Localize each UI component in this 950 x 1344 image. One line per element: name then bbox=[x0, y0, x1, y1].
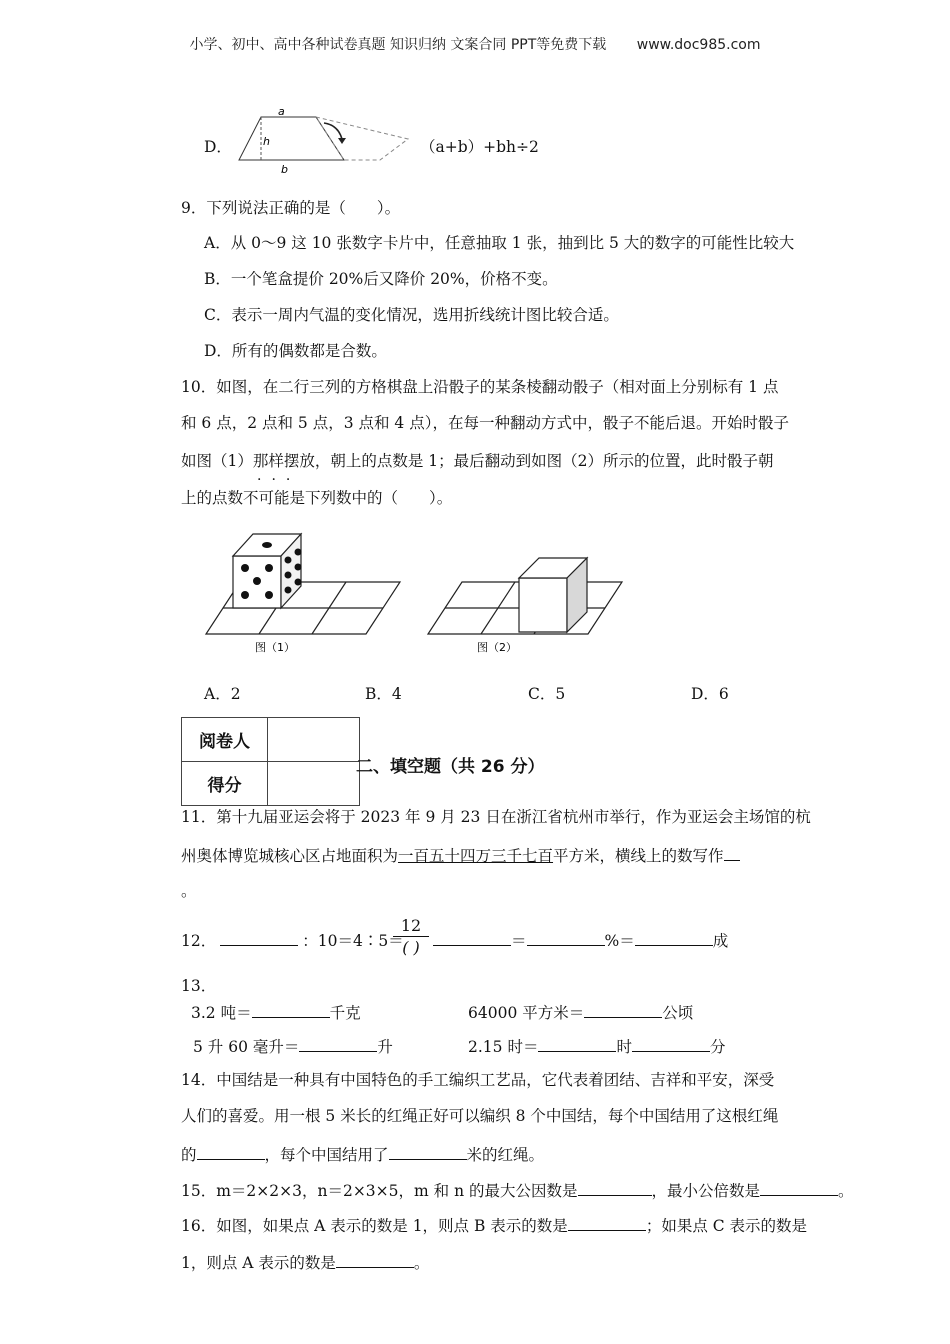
grader-label: 阅卷人 bbox=[182, 718, 268, 762]
q14-blank-2[interactable] bbox=[389, 1143, 467, 1160]
q15-post: 。 bbox=[838, 1182, 854, 1200]
q16-line1-pre: 16．如图，如果点 A 表示的数是 1，则点 B 表示的数是 bbox=[181, 1217, 568, 1235]
q10-line4: 上的点数不可能是下列数中的（ ）。 bbox=[181, 489, 453, 507]
dice-figure-2 bbox=[422, 550, 632, 662]
fig-label-a: a bbox=[278, 105, 285, 118]
q11-underlined-number: 一百五十四万三千七百 bbox=[398, 847, 554, 865]
q9-option-b: B．一个笔盒提价 20%后又降价 20%，价格不变。 bbox=[204, 270, 558, 288]
q10-option-a: A．2 bbox=[204, 685, 241, 703]
q13-blank-d1[interactable] bbox=[538, 1035, 616, 1052]
section-title: 二、填空题（共 26 分） bbox=[356, 757, 545, 777]
q9-option-c: C．表示一周内气温的变化情况，选用折线统计图比较合适。 bbox=[204, 306, 619, 324]
q14-line2: 人们的喜爱。用一根 5 米长的红绳正好可以编织 8 个中国结，每个中国结用了这根红绳 bbox=[181, 1107, 779, 1125]
q12-fraction bbox=[393, 916, 429, 959]
q12-line-left bbox=[181, 929, 404, 951]
q12-frac-den: ( ) bbox=[402, 938, 420, 957]
q13-a-pre: 3.2 吨＝ bbox=[191, 1004, 252, 1022]
q15-mid: ，最小公倍数是 bbox=[651, 1182, 761, 1200]
q12-blank-1[interactable] bbox=[220, 929, 298, 946]
q14-line3-pre: 的 bbox=[181, 1146, 197, 1164]
q13-b-pre: 64000 平方米＝ bbox=[468, 1004, 585, 1022]
q13-blank-c[interactable] bbox=[299, 1035, 377, 1052]
q15-line bbox=[181, 1179, 854, 1201]
q10-option-d: D．6 bbox=[691, 685, 729, 703]
q13-num: 13． bbox=[181, 977, 217, 995]
q16-line2-pre: 1，则点 A 表示的数是 bbox=[181, 1254, 336, 1272]
q10-option-c: C．5 bbox=[528, 685, 566, 703]
q13-b bbox=[468, 1001, 693, 1023]
page-header bbox=[0, 34, 950, 54]
q12-blank-3[interactable] bbox=[527, 929, 605, 946]
q11-line2 bbox=[181, 844, 740, 866]
q11-line2-pre: 州奥体博览城核心区占地面积为 bbox=[181, 847, 399, 865]
q11-line1: 11．第十九届亚运会将于 2023 年 9 月 23 日在浙江省杭州市举行，作为亚运会主场馆的杭 bbox=[181, 808, 811, 826]
q9-option-a: A．从 0～9 这 10 张数字卡片中，任意抽取 1 张，抽到比 5 大的数字的可能性比较大 bbox=[204, 234, 795, 252]
q16-line1 bbox=[181, 1214, 807, 1236]
score-label: 得分 bbox=[182, 762, 268, 806]
q10-line1: 10．如图，在二行三列的方格棋盘上沿骰子的某条棱翻动骰子（相对面上分别标有 1 点 bbox=[181, 378, 779, 396]
q12-blank-4[interactable] bbox=[635, 929, 713, 946]
q8-formula: （a+b）+bh÷2 bbox=[420, 138, 539, 156]
q14-line1: 14．中国结是一种具有中国特色的手工编织工艺品，它代表着团结、吉祥和平安，深受 bbox=[181, 1071, 775, 1089]
q14-blank-1[interactable] bbox=[197, 1143, 265, 1160]
score-table bbox=[181, 717, 360, 806]
q16-blank-1[interactable] bbox=[568, 1214, 646, 1231]
q11-blank[interactable] bbox=[724, 844, 740, 861]
q10-option-b: B．4 bbox=[365, 685, 402, 703]
q13-c bbox=[193, 1035, 393, 1057]
q9-option-d: D．所有的偶数都是合数。 bbox=[204, 342, 387, 360]
q11-line3: 。 bbox=[181, 882, 197, 900]
q13-a bbox=[191, 1001, 361, 1023]
q14-line3-post: 米的红绳。 bbox=[466, 1146, 545, 1164]
q15-blank-gcd[interactable] bbox=[578, 1179, 652, 1196]
q12-eq: ＝ bbox=[511, 932, 527, 950]
q16-blank-2[interactable] bbox=[336, 1251, 414, 1268]
q10-line2: 和 6 点，2 点和 5 点，3 点和 4 点），在每一种翻动方式中，骰子不能后退。开始时骰子 bbox=[181, 414, 789, 432]
grader-cell bbox=[268, 718, 360, 762]
fig2-caption: 图（2） bbox=[477, 641, 517, 654]
q8-option-d-label: D． bbox=[204, 138, 232, 156]
q13-c-post: 升 bbox=[377, 1038, 393, 1056]
header-text: 小学、初中、高中各种试卷真题 知识归纳 文案合同 PPT等免费下载 bbox=[189, 37, 607, 53]
parallelogram-figure bbox=[234, 105, 414, 177]
q9-stem: 9．下列说法正确的是（ ）。 bbox=[181, 199, 401, 217]
q13-blank-a[interactable] bbox=[252, 1001, 330, 1018]
q16-line2-post: 。 bbox=[413, 1254, 430, 1272]
q12-cheng: 成 bbox=[712, 932, 729, 950]
q12-frac-num: 12 bbox=[393, 916, 429, 937]
q15-blank-lcm[interactable] bbox=[760, 1179, 838, 1196]
q14-line3 bbox=[181, 1143, 544, 1165]
q12-num: 12． bbox=[181, 932, 217, 950]
q13-a-post: 千克 bbox=[329, 1004, 361, 1022]
q11-line2-post: 平方米，横线上的数写作 bbox=[553, 847, 724, 865]
q10-line3: 如图（1）那样摆放，朝上的点数是 1；最后翻动到如图（2）所示的位置，此时骰子朝 bbox=[181, 452, 774, 470]
q12-part1: ：10＝4∶5＝ bbox=[302, 932, 404, 950]
q16-line1-post: ；如果点 C 表示的数是 bbox=[645, 1217, 808, 1235]
fig-label-b: b bbox=[281, 163, 288, 176]
score-cell bbox=[268, 762, 360, 806]
q13-d-post: 分 bbox=[709, 1038, 726, 1056]
q13-d-mid: 时 bbox=[616, 1038, 632, 1056]
fig-label-h: h bbox=[263, 135, 270, 148]
q13-d-pre: 2.15 时＝ bbox=[468, 1038, 539, 1056]
q13-blank-b[interactable] bbox=[584, 1001, 662, 1018]
q13-b-post: 公顷 bbox=[662, 1004, 694, 1022]
q12-line-right bbox=[433, 929, 728, 951]
q14-line3-mid: ，每个中国结用了 bbox=[264, 1146, 389, 1164]
q15-pre: 15．m＝2×2×3，n＝2×3×5，m 和 n 的最大公因数是 bbox=[181, 1182, 578, 1200]
q13-blank-d2[interactable] bbox=[632, 1035, 710, 1052]
header-site: www.doc985.com bbox=[636, 37, 761, 53]
q13-c-pre: 5 升 60 毫升＝ bbox=[193, 1038, 300, 1056]
q10-emphasis-dots: ··· bbox=[257, 472, 301, 488]
q16-line2 bbox=[181, 1251, 429, 1273]
fig1-caption: 图（1） bbox=[255, 641, 295, 654]
q13-d bbox=[468, 1035, 725, 1057]
dice-figure-1 bbox=[200, 530, 410, 660]
q12-blank-2[interactable] bbox=[433, 929, 511, 946]
q12-pct: %＝ bbox=[604, 932, 635, 950]
